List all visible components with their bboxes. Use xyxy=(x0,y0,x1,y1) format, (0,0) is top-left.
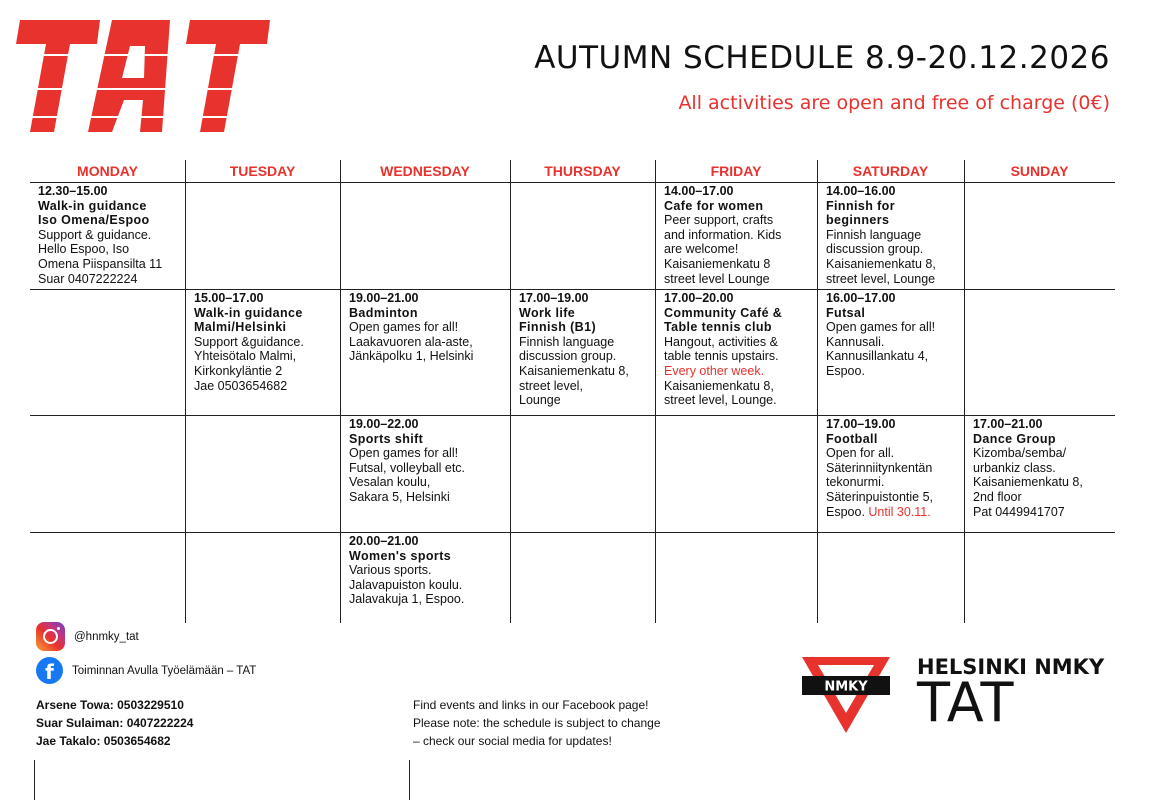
instagram-icon xyxy=(36,622,65,651)
schedule-title: AUTUMN SCHEDULE 8.9-20.12.2026 xyxy=(534,40,1110,76)
empty-cell xyxy=(510,533,655,623)
event-title: Women's sports xyxy=(349,548,452,563)
contact-item: Suar Sulaiman: 0407222224 xyxy=(36,716,194,730)
event-time: 20.00–21.00 xyxy=(349,534,419,548)
instagram-link[interactable] xyxy=(36,622,139,651)
tat-logo xyxy=(12,14,272,140)
day-header-monday: MONDAY xyxy=(77,163,138,179)
day-header-sunday: SUNDAY xyxy=(964,160,1115,182)
event-cell xyxy=(655,290,817,415)
schedule-row xyxy=(30,533,1115,623)
event-time: 19.00–21.00 xyxy=(349,291,419,305)
event-time: 12.30–15.00 xyxy=(38,184,108,198)
nmky-triangle-logo xyxy=(800,655,892,735)
event-cell xyxy=(510,290,655,415)
facebook-note xyxy=(413,696,661,750)
note-line: Please note: the schedule is subject to change xyxy=(413,716,661,730)
event-time: 17.00–21.00 xyxy=(973,417,1043,431)
event-time: 17.00–19.00 xyxy=(519,291,589,305)
schedule-table xyxy=(30,160,1115,623)
event-cell xyxy=(817,290,964,415)
event-title: Walk-in guidance Iso Omena/Espoo xyxy=(38,198,150,228)
event-time: 15.00–17.00 xyxy=(194,291,264,305)
event-time: 17.00–20.00 xyxy=(664,291,734,305)
event-title: Football xyxy=(826,431,878,446)
instagram-handle: @hnmky_tat xyxy=(74,630,139,643)
empty-cell xyxy=(185,416,340,532)
day-header-saturday: SATURDAY xyxy=(817,160,964,182)
divider xyxy=(34,760,35,800)
event-title: Walk-in guidance Malmi/Helsinki xyxy=(194,305,303,335)
empty-cell xyxy=(185,183,340,289)
note-line: – check our social media for updates! xyxy=(413,734,612,748)
empty-cell xyxy=(964,533,1115,623)
event-title: Sports shift xyxy=(349,431,424,446)
brand-tat: TAT xyxy=(917,671,1015,734)
day-header-thursday: THURSDAY xyxy=(510,160,655,182)
empty-cell xyxy=(185,533,340,623)
event-cell xyxy=(655,183,817,289)
day-header-tuesday: TUESDAY xyxy=(185,160,340,182)
event-cell xyxy=(964,416,1115,532)
event-time: 19.00–22.00 xyxy=(349,417,419,431)
event-note: Until 30.11. xyxy=(868,504,931,519)
event-description-text: Open for all. Säterinniitynkentän tekonurmi. Säterinpuistontie 5, Espoo. xyxy=(826,446,934,519)
event-title: Futsal xyxy=(826,305,866,320)
empty-cell xyxy=(655,416,817,532)
event-cell xyxy=(185,290,340,415)
event-location: Kaisaniemenkatu 8, street level, Lounge. xyxy=(664,378,777,408)
schedule-row xyxy=(30,416,1115,533)
empty-cell xyxy=(964,183,1115,289)
empty-cell xyxy=(817,533,964,623)
event-cell xyxy=(340,533,510,623)
day-header-wednesday: WEDNESDAY xyxy=(340,160,510,182)
event-description: Finnish language discussion group. Kaisaniemenkatu 8, street level, Lounge xyxy=(826,227,936,286)
contact-item: Arsene Towa: 0503229510 xyxy=(36,698,184,712)
divider xyxy=(409,760,410,800)
brand-name: HELSINKI NMKY xyxy=(917,655,1105,679)
event-description: Various sports. Jalavapuiston koulu. Jalavakuja 1, Espoo. xyxy=(349,563,465,607)
event-description: Open games for all! Laakavuoren ala-aste, Jänkäpolku 1, Helsinki xyxy=(349,320,474,364)
empty-cell xyxy=(510,183,655,289)
event-title: Cafe for women xyxy=(664,198,764,213)
event-cell xyxy=(340,290,510,415)
event-cell xyxy=(30,183,185,289)
event-description: Open games for all! Kannusali. Kannusillankatu 4, Espoo. xyxy=(826,320,936,378)
schedule-subtitle: All activities are open and free of charge (0€) xyxy=(678,92,1110,114)
event-description: Open games for all! Futsal, volleyball etc. Vesalan koulu, Sakara 5, Helsinki xyxy=(349,446,466,504)
facebook-link[interactable] xyxy=(36,657,256,684)
empty-cell xyxy=(30,533,185,623)
contact-item: Jae Takalo: 0503654682 xyxy=(36,734,171,748)
event-time: 16.00–17.00 xyxy=(826,291,896,305)
empty-cell xyxy=(340,183,510,289)
schedule-row xyxy=(30,183,1115,290)
facebook-icon: f xyxy=(36,657,63,684)
event-cell xyxy=(340,416,510,532)
event-description: Peer support, crafts and information. Kids are welcome! Kaisaniemenkatu 8 street level Lounge xyxy=(664,213,782,286)
event-cell xyxy=(817,183,964,289)
event-description xyxy=(826,446,960,519)
schedule-body xyxy=(30,182,1115,623)
empty-cell xyxy=(30,290,185,415)
svg-text:TAT: TAT xyxy=(142,139,144,140)
event-description: Hangout, activities & table tennis upstairs. xyxy=(664,334,779,364)
day-header-friday: FRIDAY xyxy=(655,160,817,182)
empty-cell xyxy=(510,416,655,532)
event-title: Work life Finnish (B1) xyxy=(519,305,597,335)
day-header-row xyxy=(30,160,1115,182)
event-cell xyxy=(817,416,964,532)
note-line: Find events and links in our Facebook page! xyxy=(413,698,649,712)
event-time: 14.00–16.00 xyxy=(826,184,896,198)
empty-cell xyxy=(30,416,185,532)
facebook-page-name: Toiminnan Avulla Työelämään – TAT xyxy=(72,664,257,677)
event-description: Support &guidance. Yhteisötalo Malmi, Kirkonkyläntie 2 Jae 0503654682 xyxy=(194,334,304,393)
event-description: Support & guidance. Hello Espoo, Iso Omena Piispansilta 11 Suar 0407222224 xyxy=(38,227,163,286)
event-description: Kizomba/semba/ urbankiz class. Kaisaniemenkatu 8, 2nd floor Pat 0449941707 xyxy=(973,446,1083,519)
event-time: 14.00–17.00 xyxy=(664,184,734,198)
schedule-row xyxy=(30,290,1115,416)
event-title: Dance Group xyxy=(973,431,1056,446)
event-title: Badminton xyxy=(349,305,418,320)
contact-list xyxy=(36,696,193,750)
event-time: 17.00–19.00 xyxy=(826,417,896,431)
event-title: Community Café & Table tennis club xyxy=(664,305,783,335)
empty-cell xyxy=(964,290,1115,415)
empty-cell xyxy=(655,533,817,623)
event-description: Finnish language discussion group. Kaisaniemenkatu 8, street level, Lounge xyxy=(519,334,629,408)
event-title: Finnish for beginners xyxy=(826,198,895,228)
svg-text:NMKY: NMKY xyxy=(824,679,868,695)
event-note: Every other week. xyxy=(664,363,765,378)
